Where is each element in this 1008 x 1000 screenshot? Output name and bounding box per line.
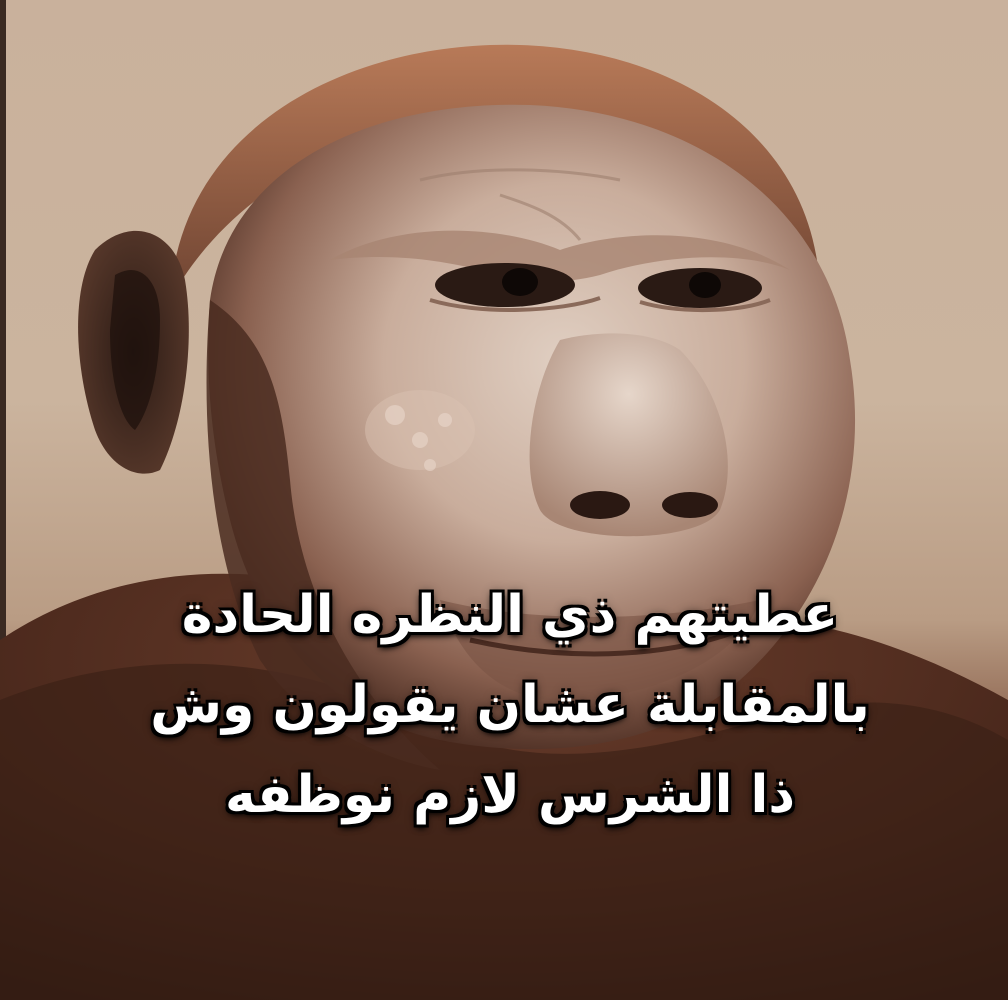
meme-caption (100, 570, 920, 840)
caption-line-3: ذا الشرس لازم نوظفه (224, 765, 796, 825)
caption-line-2: بالمقابلة عشان يقولون وش (150, 675, 870, 735)
caption-line-1: عطيتهم ذي النظره الحادة (181, 585, 839, 645)
